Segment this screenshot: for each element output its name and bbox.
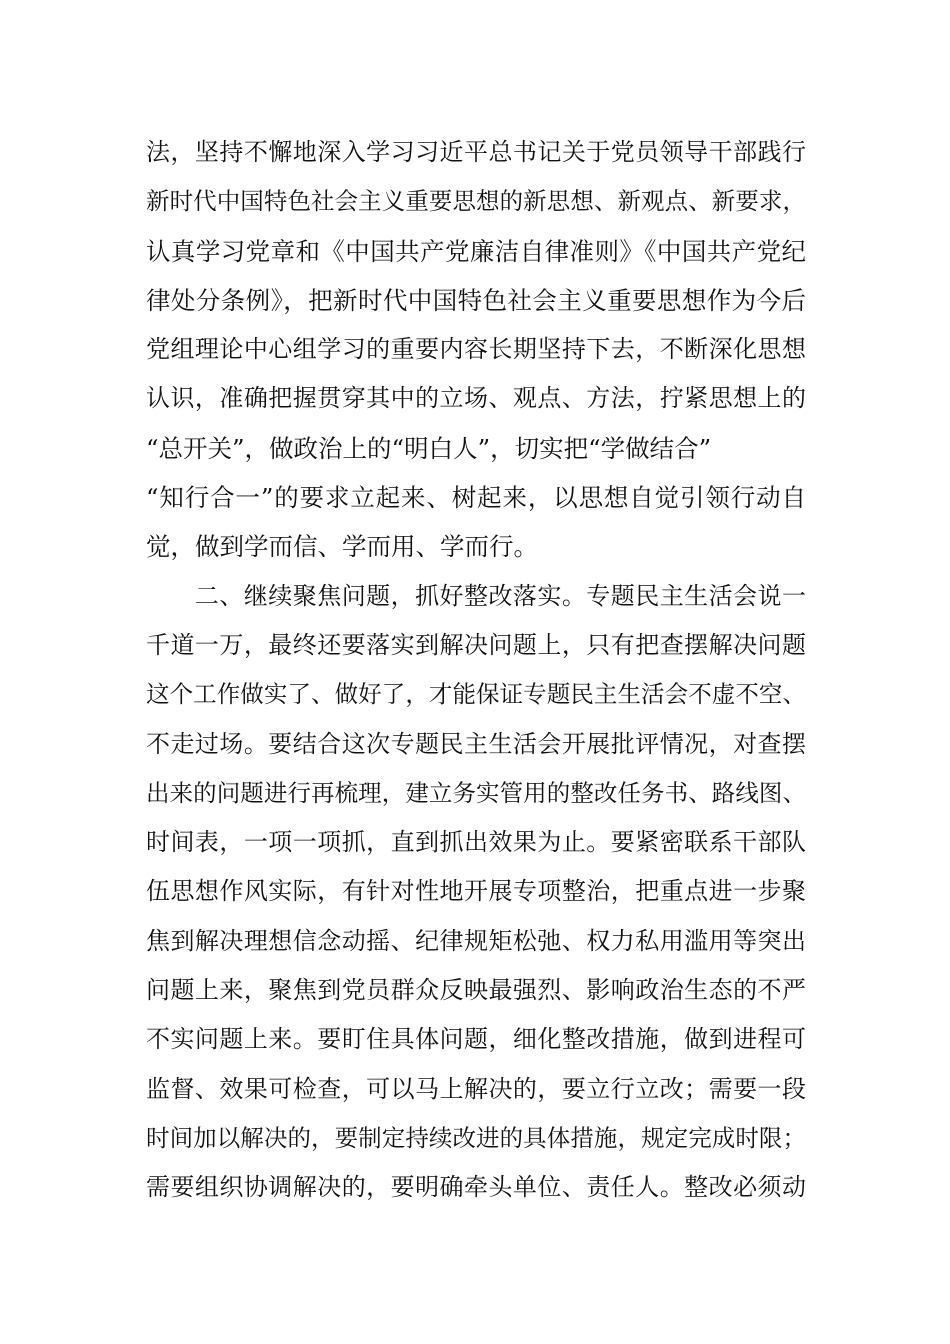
- text-line: 党组理论中心组学习的重要内容长期坚持下去，不断深化思想: [146, 335, 806, 364]
- text-line: 伍思想作风实际，有针对性地开展专项整治，把重点进一步聚: [146, 877, 806, 906]
- text-line: 问题上来，聚焦到党员群众反映最强烈、影响政治生态的不严: [146, 976, 806, 1005]
- text-line: 不走过场。要结合这次专题民主生活会开展批评情况，对查摆: [146, 729, 806, 758]
- text-line: “知行合一”的要求立起来、树起来，以思想自觉引领行动自: [146, 483, 806, 513]
- text-line: 千道一万，最终还要落实到解决问题上，只有把查摆解决问题: [146, 630, 806, 659]
- text-line: 不实问题上来。要盯住具体问题，细化整改措施，做到进程可: [146, 1025, 806, 1054]
- text-line: “总开关”，做政治上的“明白人”，切实把“学做结合”: [146, 433, 712, 463]
- text-line: 法，坚持不懈地深入学习习近平总书记关于党员领导干部践行: [146, 138, 806, 166]
- text-line: 出来的问题进行再梳理，建立务实管用的整改任务书、路线图、: [146, 778, 806, 807]
- text-line: 认识，准确把握贯穿其中的立场、观点、方法，拧紧思想上的: [146, 384, 806, 413]
- text-line: 律处分条例》，把新时代中国特色社会主义重要思想作为今后: [146, 285, 806, 315]
- text-line: 时间表，一项一项抓，直到抓出效果为止。要紧密联系干部队: [146, 828, 806, 857]
- text-line: 监督、效果可检查，可以马上解决的，要立行立改；需要一段: [146, 1074, 806, 1103]
- text-line: 焦到解决理想信念动摇、纪律规矩松弛、权力私用滥用等突出: [146, 926, 806, 955]
- text-line: 新时代中国特色社会主义重要思想的新思想、新观点、新要求，: [146, 187, 806, 216]
- text-line: 认真学习党章和《中国共产党廉洁自律准则》《中国共产党纪: [146, 236, 806, 266]
- text-line: 觉，做到学而信、学而用、学而行。: [146, 532, 538, 562]
- text-line: 时间加以解决的，要制定持续改进的具体措施，规定完成时限；: [146, 1123, 806, 1152]
- text-line: 这个工作做实了、做好了，才能保证专题民主生活会不虚不空、: [146, 680, 806, 709]
- text-line: 二、继续聚焦问题，抓好整改落实。专题民主生活会说一: [146, 581, 806, 610]
- text-line: 需要组织协调解决的，要明确牵头单位、责任人。整改必须动: [146, 1173, 806, 1202]
- body-text: [146, 128, 806, 1213]
